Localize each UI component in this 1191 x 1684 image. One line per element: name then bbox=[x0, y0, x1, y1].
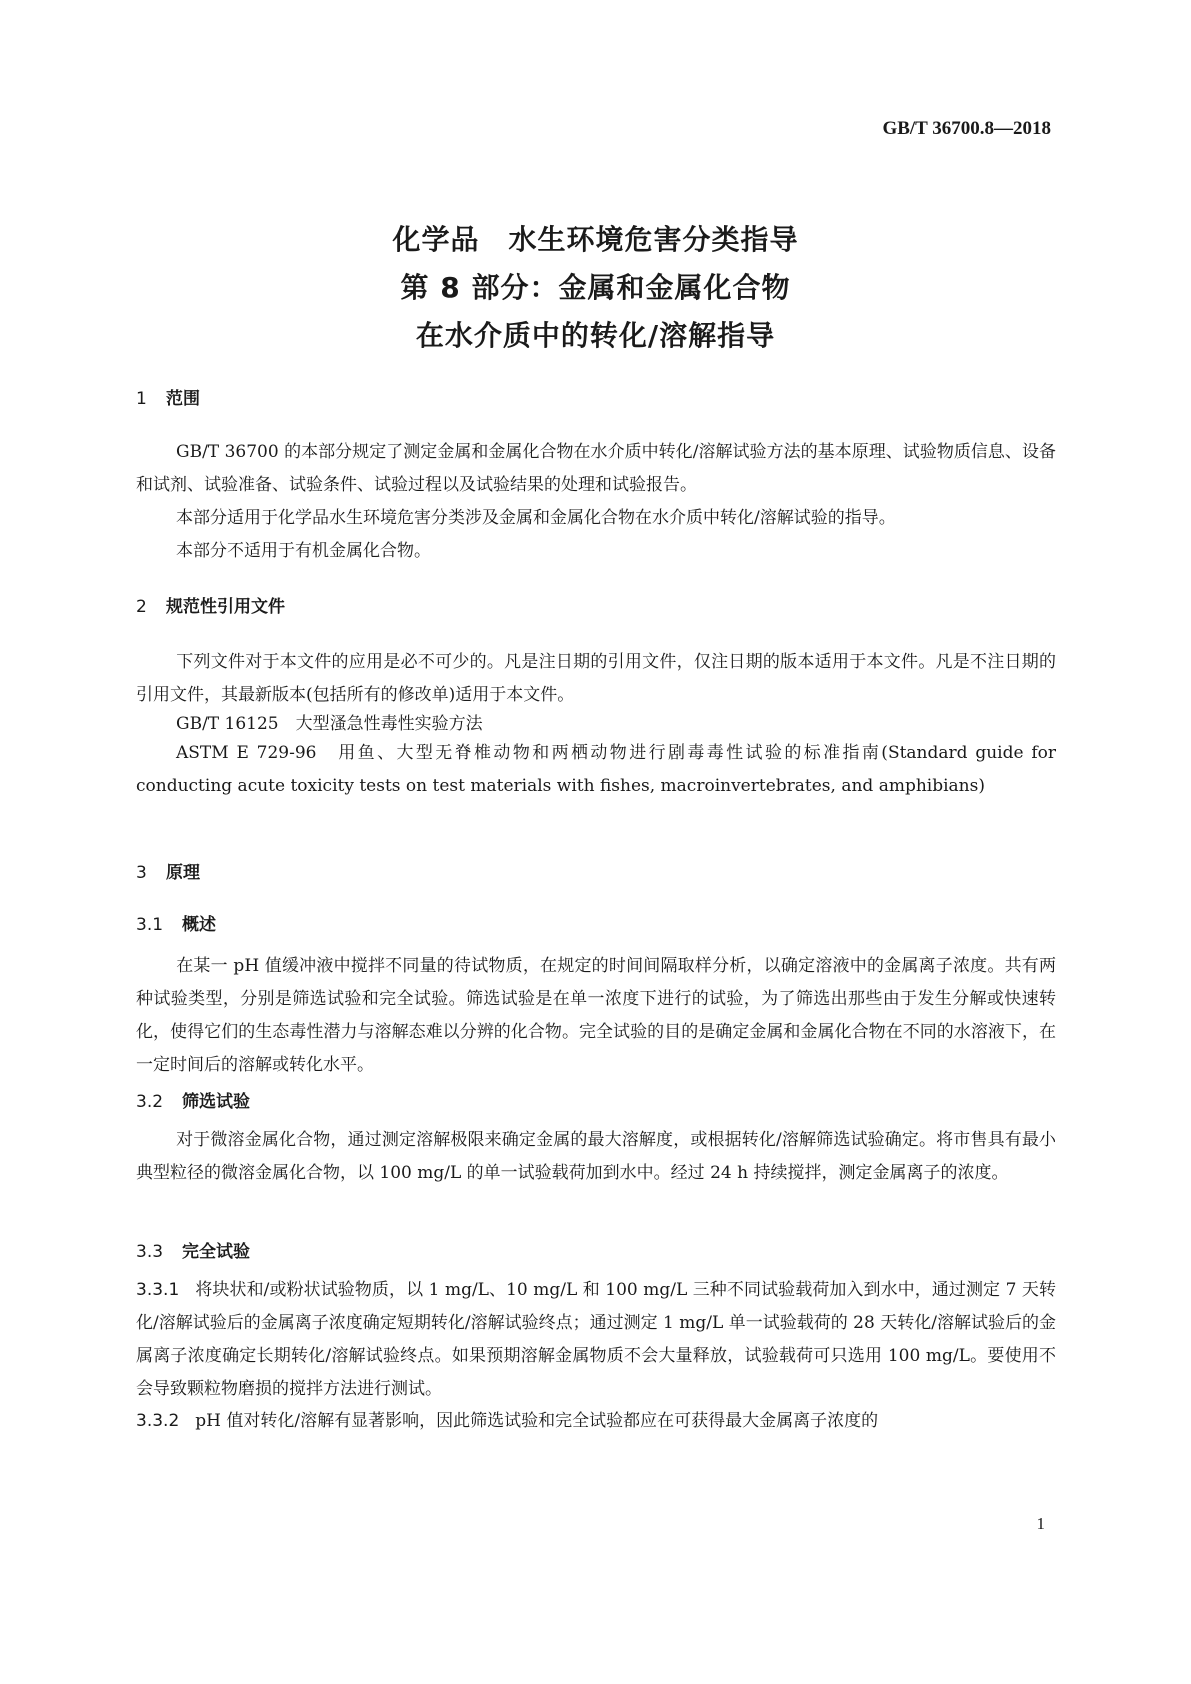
title-line-3: 在水介质中的转化/溶解指导 bbox=[415, 319, 776, 352]
section-1-paragraph-1: GB/T 36700 的本部分规定了测定金属和金属化合物在水介质中转化/溶解试验方法的基本原理、试验物质信息、设备和试剂、试验准备、试验条件、试验过程以及试验结果的处理和试验报告。 bbox=[136, 442, 1056, 495]
section-title: 完全试验 bbox=[182, 1242, 250, 1262]
section-title: 范围 bbox=[166, 389, 200, 409]
clause-number: 3.3.1 bbox=[136, 1280, 180, 1300]
section-3-heading bbox=[136, 858, 200, 883]
clause-3-3-1: 3.3.1 将块状和/或粉状试验物质，以 1 mg/L、10 mg/L 和 100 mg/L 三种不同试验载荷加入到水中，通过测定 7 天转化/溶解试验后的金属离子浓度确定短期转化/溶解试验终点；通过测定 1 mg/L 单一试验载荷的 28 天转化/溶解试验后的金属离子浓度确定长期转化/溶解试验终点。如果预期溶解金属物质不会大量释放，试验载荷可只选用 100 mg/L。要使用不会导致颗粒物磨损的搅拌方法进行测试。 bbox=[136, 1280, 1056, 1399]
section-3-3-heading bbox=[136, 1237, 250, 1262]
standard-code: GB/T 36700.8—2018 bbox=[882, 118, 1051, 139]
section-1-paragraph-3: 本部分不适用于有机金属化合物。 bbox=[176, 541, 431, 561]
page-number: 1 bbox=[1036, 1514, 1045, 1533]
section-number: 3 bbox=[136, 863, 147, 883]
clause-number: 3.3.2 bbox=[136, 1411, 180, 1431]
normative-reference-2: ASTM E 729-96 用鱼、大型无脊椎动物和两栖动物进行剧毒毒性试验的标准指南(Standard guide for conducting acute toxicity tests on test materials with fishes, macroinvertebrates, and amphibians) bbox=[136, 743, 1056, 796]
section-2-paragraph-1: 下列文件对于本文件的应用是必不可少的。凡是注日期的引用文件，仅注日期的版本适用于本文件。凡是不注日期的引用文件，其最新版本(包括所有的修改单)适用于本文件。 bbox=[136, 652, 1056, 705]
section-number: 2 bbox=[136, 597, 147, 617]
section-3-1-heading bbox=[136, 910, 216, 935]
section-1-heading bbox=[136, 384, 200, 409]
section-number: 3.2 bbox=[136, 1092, 164, 1112]
section-title: 筛选试验 bbox=[182, 1092, 250, 1112]
normative-reference-1: GB/T 16125 大型溞急性毒性实验方法 bbox=[176, 714, 483, 734]
section-3-2-paragraph: 对于微溶金属化合物，通过测定溶解极限来确定金属的最大溶解度，或根据转化/溶解筛选试验确定。将市售具有最小典型粒径的微溶金属化合物，以 100 mg/L 的单一试验载荷加到水中。经过 24 h 持续搅拌，测定金属离子的浓度。 bbox=[136, 1130, 1056, 1183]
section-title: 概述 bbox=[182, 915, 216, 935]
section-2-heading bbox=[136, 592, 285, 617]
section-title: 原理 bbox=[166, 863, 200, 883]
section-3-2-heading bbox=[136, 1087, 250, 1112]
section-1-paragraph-2: 本部分适用于化学品水生环境危害分类涉及金属和金属化合物在水介质中转化/溶解试验的指导。 bbox=[176, 508, 896, 528]
title-line-1: 化学品 水生环境危害分类指导 bbox=[392, 223, 799, 256]
section-number: 1 bbox=[136, 389, 147, 409]
section-number: 3.3 bbox=[136, 1242, 164, 1262]
section-3-1-paragraph: 在某一 pH 值缓冲液中搅拌不同量的待试物质，在规定的时间间隔取样分析，以确定溶液中的金属离子浓度。共有两种试验类型，分别是筛选试验和完全试验。筛选试验是在单一浓度下进行的试验，为了筛选出那些由于发生分解或快速转化，使得它们的生态毒性潜力与溶解态难以分辨的化合物。完全试验的目的是确定金属和金属化合物在不同的水溶液下，在一定时间后的溶解或转化水平。 bbox=[136, 956, 1056, 1075]
section-number: 3.1 bbox=[136, 915, 164, 935]
clause-3-3-2: 3.3.2 pH 值对转化/溶解有显著影响，因此筛选试验和完全试验都应在可获得最大金属离子浓度的 bbox=[136, 1411, 879, 1431]
document-title bbox=[0, 216, 1191, 360]
title-line-2: 第 8 部分：金属和金属化合物 bbox=[400, 271, 791, 304]
section-title: 规范性引用文件 bbox=[166, 597, 285, 617]
